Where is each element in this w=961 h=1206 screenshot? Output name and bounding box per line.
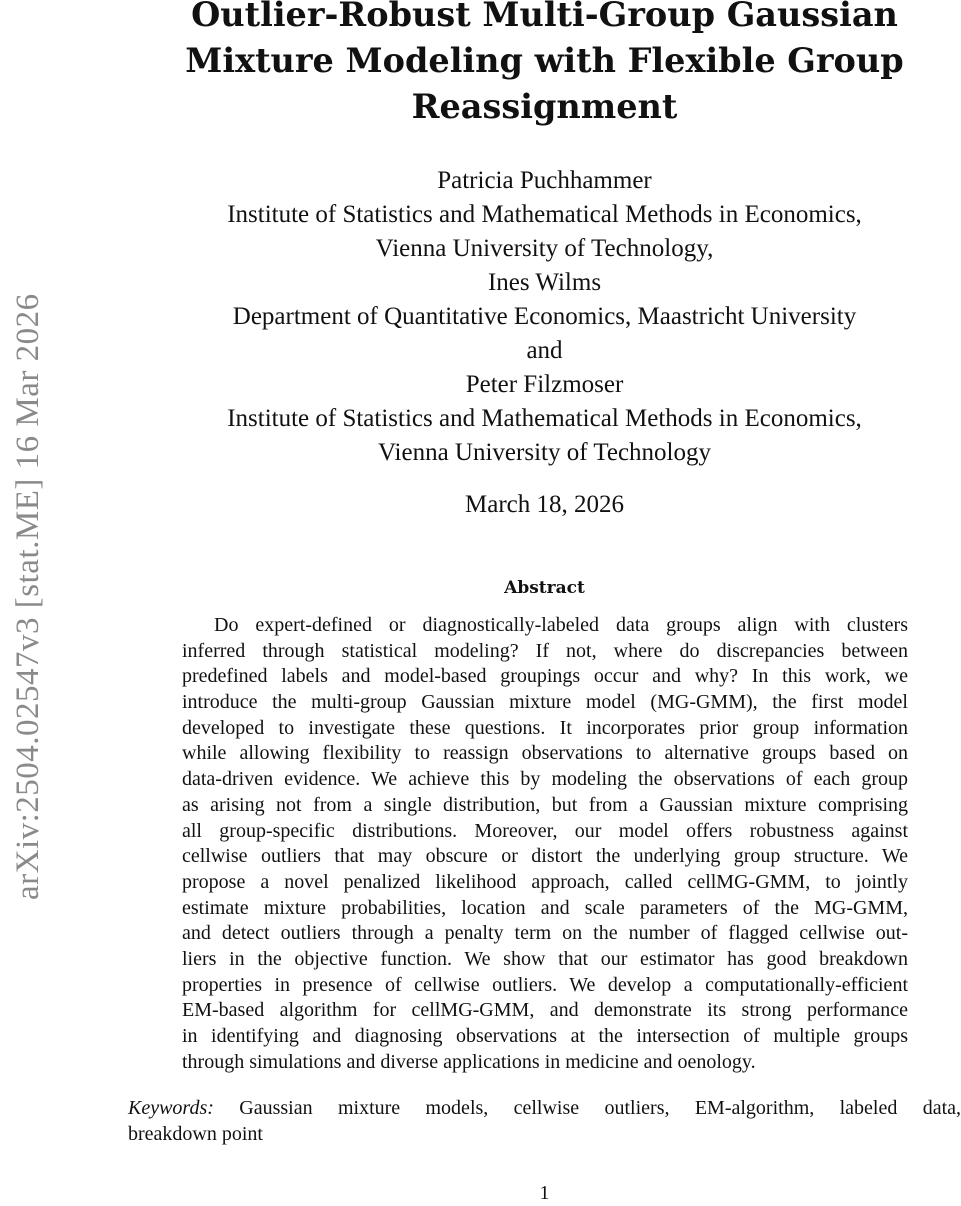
author-name: Ines Wilms [487, 269, 602, 296]
abstract-line: data-driven evidence. We achieve this by modeling the observations of each group [182, 768, 908, 791]
paper-title [128, 0, 961, 130]
author-name: Peter Filzmoser [465, 371, 624, 398]
author-affiliation: Institute of Statistics and Mathematical Methods in Economics, [227, 201, 862, 228]
title-line: Reassignment [411, 87, 678, 126]
abstract-line: inferred through statistical modeling? If not, where do discrepancies between [182, 639, 908, 662]
abstract-line: while allowing flexibility to reassign observations to alternative groups based on [182, 742, 908, 765]
author-conjunction: and [526, 337, 563, 364]
abstract-body [182, 613, 908, 1075]
keywords-block [128, 1096, 961, 1147]
author-affiliation: Vienna University of Technology, [375, 235, 714, 262]
author-name: Patricia Puchhammer [437, 167, 652, 194]
abstract-line: and detect outliers through a penalty term on the number of flagged cellwise out- [182, 922, 908, 945]
abstract-line: liers in the objective function. We show that our estimator has good breakdown [182, 947, 908, 970]
abstract-line: Do expert-defined or diagnostically-labeled data groups align with clusters [214, 614, 908, 636]
author-affiliation: Department of Quantitative Economics, Maastricht University [232, 303, 857, 330]
abstract-line: properties in presence of cellwise outliers. We develop a computationally-efficient [182, 973, 908, 996]
authors-block [128, 164, 961, 470]
abstract-line: through simulations and diverse applications in medicine and oenology. [182, 1050, 756, 1073]
abstract-line: EM-based algorithm for cellMG-GMM, and demonstrate its strong performance [182, 999, 908, 1022]
author-affiliation: Vienna University of Technology [377, 439, 712, 466]
keywords-text: Gaussian mixture models, cellwise outliers, EM-algorithm, labeled data, [239, 1097, 961, 1119]
abstract-line: predefined labels and model-based groupings occur and why? In this work, we [182, 665, 908, 688]
author-affiliation: Institute of Statistics and Mathematical Methods in Economics, [227, 405, 862, 432]
abstract-line: estimate mixture probabilities, location and scale parameters of the MG-GMM, [182, 896, 908, 919]
abstract-line: all group-specific distributions. Moreover, our model offers robustness against [182, 819, 908, 842]
keywords-label: Keywords: [128, 1097, 214, 1119]
abstract-line: developed to investigate these questions. It incorporates prior group information [182, 716, 908, 739]
abstract-line: cellwise outliers that may obscure or distort the underlying group structure. We [182, 845, 908, 868]
abstract-line: introduce the multi-group Gaussian mixture model (MG-GMM), the first model [182, 691, 908, 714]
paper-date: March 18, 2026 [465, 491, 624, 518]
page-number: 1 [539, 1182, 550, 1204]
title-line: Mixture Modeling with Flexible Group [185, 41, 904, 80]
abstract-line: as arising not from a single distribution, but from a Gaussian mixture comprising [182, 793, 908, 816]
keywords-line [128, 1096, 961, 1122]
abstract-line: in identifying and diagnosing observations at the intersection of multiple groups [182, 1025, 908, 1047]
keywords-line: breakdown point [128, 1122, 263, 1145]
abstract-line: propose a novel penalized likelihood approach, called cellMG-GMM, to jointly [182, 870, 908, 893]
arxiv-identifier-stamp: arXiv:2504.02547v3 [stat.ME] 16 Mar 2026 [10, 293, 46, 900]
abstract-heading: Abstract [504, 578, 585, 598]
title-line: Outlier-Robust Multi-Group Gaussian [191, 0, 898, 34]
